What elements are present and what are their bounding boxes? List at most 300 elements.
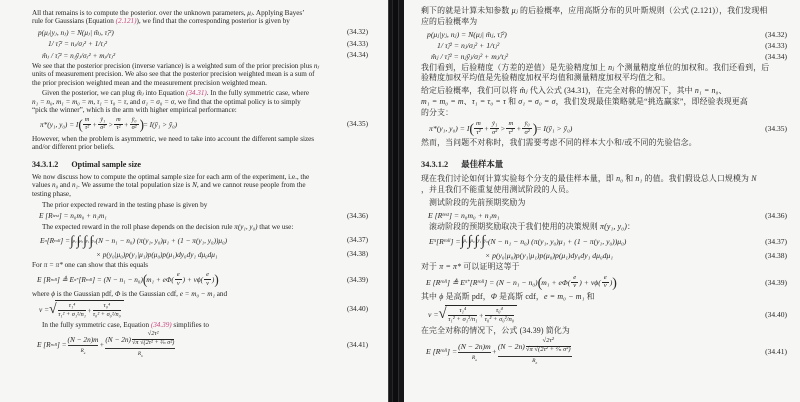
text-run: ,	[93, 97, 97, 106]
equation-number: (34.36)	[765, 210, 787, 220]
text-run: into Equation	[143, 89, 186, 98]
text-line	[32, 89, 368, 97]
text-line	[421, 86, 787, 97]
math-run: m₁ = m₀ = m	[56, 97, 94, 106]
math-run: × p(y₀|μ₀)p(y₁|μ₁)p(μ₀)p(μ₁)dy₀dy₁ dμ₀dμ₁	[96, 249, 218, 259]
paragraph	[421, 63, 787, 85]
fraction-numerator: τ₁⁴	[448, 308, 477, 316]
fraction	[204, 272, 211, 287]
fraction-denominator: τ²	[84, 124, 90, 132]
radical-sign: √	[438, 305, 447, 322]
paragraph	[32, 173, 368, 198]
text-line	[32, 70, 368, 78]
text-run: 、	[718, 86, 727, 96]
math-run: = I(ȳ₁ > ȳ₀)	[142, 119, 178, 129]
fraction-numerator: ȳ₀	[130, 117, 139, 125]
paragraph	[421, 174, 787, 196]
text-run: values	[32, 181, 53, 190]
text-run: In the fully symmetric case, Equation	[42, 320, 151, 329]
math-run: τ₁ = τ₀ = τ	[471, 96, 506, 106]
fraction-denominator: τ₀² + σ₀²/n₀	[484, 315, 515, 323]
math-run: n₁	[71, 181, 79, 190]
paragraph	[421, 86, 787, 118]
math-run: (N − 2n)	[497, 341, 525, 351]
paragraph	[421, 326, 787, 337]
math-run: E	[429, 237, 434, 247]
fraction-numerator: τ₀⁴	[485, 308, 514, 316]
math-run: N	[751, 174, 757, 184]
equation-row	[421, 121, 787, 137]
text-line	[421, 326, 787, 337]
text-line	[32, 321, 368, 329]
text-run: ), we find that the corresponding posterior is given by	[136, 16, 290, 25]
integral-subscript: y₁	[477, 239, 482, 245]
text-line	[32, 181, 368, 189]
integral-subscript: μ₀	[470, 239, 475, 245]
equation-number: (34.37)	[765, 237, 787, 247]
text-run: 测试阶段的先前预期奖励为	[429, 197, 526, 207]
math-run: ) + vϕ(	[579, 277, 601, 287]
math-run: π(y₁, y₀)	[234, 222, 258, 231]
math-run: >	[108, 119, 114, 129]
math-run: m̂ⱼ / τ̂ⱼ² = nⱼȳⱼ/σⱼ² + mⱼ/τⱼ²	[42, 50, 116, 60]
text-line	[32, 98, 368, 106]
text-run: 给定后验概率，我们可以将	[421, 86, 520, 96]
integral-sign: ∫	[76, 232, 81, 248]
math-run: ] ≜ E	[56, 275, 75, 285]
text-run: ，我们发现最佳策略就是“挑选赢家”，即经验表现更高	[555, 96, 748, 106]
math-run: [R	[46, 235, 55, 245]
math-run: e = m₀ − m₁	[543, 292, 585, 302]
fraction	[526, 338, 571, 354]
math-run: >	[500, 124, 506, 134]
text-run: 可以证明这等于	[461, 261, 520, 271]
math-run: (N − n₁ − n₀) (π(y₁, y₀)μ₁ + (1 − π(y₁, y₀))μ₀)	[487, 237, 627, 247]
subscript: π*	[465, 279, 470, 285]
fraction-numerator: m	[83, 117, 92, 125]
integral-subscript: μ₁	[72, 237, 77, 243]
fraction	[602, 275, 609, 291]
fraction-numerator: m	[474, 121, 483, 129]
math-run: +	[123, 119, 129, 129]
text-line	[421, 262, 787, 273]
text-run: 是高斯 pdf，	[443, 292, 491, 302]
integral-subscript: μ₁	[463, 239, 468, 245]
big-delimiter: (	[78, 116, 82, 132]
fraction-denominator: σ²	[524, 128, 530, 136]
text-run: 代入公式 (34.31)，在完全对称的情况下，其中	[527, 86, 695, 96]
underbrace-label: $R_a$	[80, 347, 86, 355]
big-delimiter: (	[469, 120, 474, 136]
text-run: 应的后验概率为	[421, 16, 478, 26]
big-delimiter: )	[139, 116, 143, 132]
equation-body	[39, 300, 124, 318]
math-run: n₀	[52, 181, 59, 190]
fraction	[83, 117, 92, 132]
math-run: E	[40, 235, 45, 245]
fraction-denominator: τ²	[508, 128, 514, 136]
subscript: roll	[440, 349, 448, 355]
text-run: 在完全对称的情况下，公式 (34.39) 简化为	[421, 325, 570, 335]
subscript: roll	[54, 237, 61, 243]
text-run: However, when the problem is asymmetric, we need to take into account the different sample sizes	[32, 134, 315, 143]
math-run: )	[609, 277, 613, 287]
fraction-numerator: ȳ₀	[522, 121, 531, 129]
math-run: σ₁ = σ₀ = σ	[141, 97, 175, 106]
math-run: v =	[39, 304, 49, 314]
text-line	[421, 185, 787, 196]
text-run: All that remains is to compute the posterior. over the unknown parameters,	[32, 8, 248, 17]
underbrace-group	[105, 331, 175, 357]
text-line	[421, 73, 787, 84]
math-run: (N − 2n)	[105, 334, 131, 344]
equation-body	[40, 117, 177, 132]
math-run: ] =	[56, 340, 67, 350]
text-run: rule for Gaussians (Equation	[32, 16, 116, 25]
integral-subscript: μ₀	[79, 237, 84, 243]
math-run: σ₁ = σ₀ = σ	[518, 96, 556, 106]
underbrace-label: $R_b$	[532, 358, 538, 366]
math-run: ] =	[447, 347, 458, 357]
equation-body	[37, 331, 176, 357]
math-run: E [R	[39, 211, 53, 221]
math-run: π*(y₁, y₀) = I	[40, 119, 79, 129]
section-title: Optimal sample size	[71, 160, 142, 170]
equation-number: (34.41)	[347, 340, 368, 349]
math-run: ] = n₀m₀ + n₁m₁	[448, 210, 500, 220]
math-run: n₁ = n₀	[32, 97, 53, 106]
equation-row	[32, 51, 368, 60]
equation-number: (34.32)	[347, 28, 368, 37]
equation-body	[428, 305, 517, 323]
underbrace-group	[498, 338, 572, 365]
equation-body	[427, 30, 507, 39]
big-delimiter: )	[532, 120, 537, 136]
fraction	[448, 308, 477, 324]
equation-row	[32, 28, 368, 37]
text-run: ，并且我们不能重复使用测试阶段的人员。	[421, 185, 574, 195]
math-run: [R	[436, 237, 444, 247]
math-run: +	[86, 306, 92, 316]
integral-sign: ∫	[474, 233, 479, 250]
fraction	[474, 121, 483, 137]
text-run: . Applying Bayes’	[252, 8, 305, 17]
integral-subscript: y₀	[484, 239, 488, 245]
fraction	[506, 121, 515, 137]
text-line	[32, 261, 368, 269]
subscript: test	[442, 212, 449, 218]
math-run: π = π*	[439, 261, 462, 271]
text-run: 、	[463, 96, 472, 106]
math-run: ϕ	[51, 289, 55, 298]
subscript: roll	[440, 279, 448, 285]
fraction-numerator: m	[114, 117, 123, 125]
text-run: that we use:	[257, 222, 294, 231]
underbrace-group	[68, 335, 99, 355]
equation-row	[32, 211, 368, 220]
math-run: n₀	[616, 174, 624, 184]
section-heading	[32, 160, 368, 169]
equation-body	[429, 234, 626, 248]
equation-body	[48, 39, 107, 48]
text-run: We see that the posterior precision (inverse variance) is a weighted sum of the prior precision plus	[32, 62, 314, 71]
math-run: 1/ τ̂ⱼ² = nⱼ/σⱼ² + 1/τⱼ²	[437, 40, 500, 50]
fraction-denominator: τ₁² + σ₁²/n₁	[58, 310, 86, 318]
big-delimiter: (	[537, 274, 542, 290]
text-line	[32, 190, 368, 198]
text-line	[32, 290, 368, 298]
text-run: testing phase,	[32, 189, 71, 198]
math-run: +	[516, 124, 522, 134]
text-line	[32, 201, 368, 209]
text-line	[421, 138, 787, 149]
text-line	[421, 97, 787, 108]
fraction-denominator: v	[206, 279, 209, 287]
paragraph	[32, 135, 368, 152]
big-delimiter: )	[612, 274, 616, 290]
equation-body	[485, 251, 613, 260]
math-run: 1/ τ̂ⱼ² = nⱼ/σⱼ² + 1/τⱼ²	[48, 39, 108, 49]
square-root	[439, 305, 518, 323]
math-run: E [R	[426, 277, 441, 287]
subscript: π*	[74, 277, 79, 283]
text-run: . We assume the total population size is	[78, 181, 193, 190]
fraction	[522, 121, 531, 137]
integral-subscript: y₁	[85, 237, 90, 243]
fraction-denominator: τ₀² + σ₀²/n₀	[92, 310, 121, 318]
equation-row	[32, 300, 368, 318]
text-run: The expected reward in the roll phase depends on the decision rule	[42, 222, 235, 231]
equation-row	[32, 39, 368, 48]
math-run: m̂ⱼ	[519, 86, 528, 96]
math-run: (N − 2n)m	[67, 334, 99, 344]
subscript: roll	[443, 239, 451, 245]
math-run: +	[483, 124, 490, 134]
math-run: ϕ	[439, 292, 444, 302]
equation-number: (34.35)	[765, 124, 787, 134]
fraction	[58, 303, 86, 318]
cross-reference-link[interactable]: (34.39)	[150, 320, 172, 329]
paragraph	[32, 9, 368, 26]
text-line	[421, 292, 787, 303]
math-run: m₁ + eΦ(	[146, 275, 174, 285]
math-run: ] ≜ E	[447, 277, 466, 287]
math-run: × p(y₀|μ₀)p(y₁|μ₁)p(μ₀)p(μ₁)dy₀dy₁ dμ₀dμ₁	[485, 250, 614, 260]
section-number: 34.3.1.2	[421, 160, 449, 170]
section-heading	[421, 158, 787, 170]
math-run: p(μⱼ|yⱼ, nⱼ) = N(μⱼ| m̂ⱼ, τ̂ⱼ²)	[38, 27, 114, 37]
math-run: v =	[428, 309, 439, 319]
equation-row	[421, 52, 787, 61]
equation-row	[421, 305, 787, 323]
math-run: nⱼ	[313, 62, 320, 71]
text-line	[32, 17, 368, 25]
math-run: (N − 2n)m	[458, 341, 491, 351]
text-line	[32, 9, 368, 17]
math-run: (N − n₁ − n₀) (π(y₁, y₀)μ₁ + (1 − π(y₁, y₀))μ₀)	[95, 235, 228, 245]
subscript: roll	[85, 277, 93, 283]
equation-row	[421, 211, 787, 220]
equation-body	[437, 41, 499, 50]
equation-number: (34.39)	[765, 277, 787, 287]
cross-reference-link[interactable]: (2.121)	[115, 16, 137, 25]
underbrace-content	[498, 338, 572, 356]
text-run: “pick the winner”, which is the arm with higher empirical performance:	[32, 106, 237, 115]
math-run: E [R	[426, 347, 441, 357]
equation-number: (34.38)	[765, 250, 787, 260]
math-run: n₁ = n₀	[694, 86, 719, 96]
math-run: ] =	[60, 235, 70, 245]
paragraph	[32, 290, 368, 298]
equation-number: (34.33)	[765, 40, 787, 50]
math-run: p(μⱼ|yⱼ, nⱼ) = N(μⱼ| m̂ⱼ, τ̂ⱼ²)	[427, 29, 507, 39]
equation-number: (34.38)	[347, 250, 368, 259]
equation-row	[32, 250, 368, 259]
fraction-numerator: τ₀⁴	[93, 303, 121, 311]
underbrace-label: $R_b$	[137, 350, 143, 358]
equation-row	[421, 30, 787, 39]
equation-body	[431, 52, 508, 61]
paragraph	[421, 262, 787, 273]
equation-number: (34.34)	[765, 51, 787, 61]
radicand	[445, 305, 517, 323]
integral-sign: ∫	[89, 232, 94, 248]
equation-row	[421, 275, 787, 291]
fraction-denominator: √π √(2τ² + ²⁄ₙ σ²)	[525, 346, 571, 354]
fraction-denominator: τ²	[116, 124, 121, 132]
text-line	[421, 174, 787, 185]
equation-number: (34.39)	[347, 275, 368, 284]
math-run: E [R	[37, 275, 51, 285]
math-run: m₁ + eΦ(	[541, 277, 571, 287]
equation-number: (34.40)	[347, 305, 368, 314]
subscript: π	[433, 239, 437, 245]
math-run: E [R	[37, 340, 51, 350]
fraction-numerator: e	[204, 272, 211, 280]
subscript: test	[52, 213, 59, 219]
fraction-numerator: √2τ²	[132, 331, 174, 339]
text-run: The prior expected reward in the testing phase is given by	[42, 200, 208, 209]
text-run: 验精度加权平均值是先验精度加权平均值和测量精度加权平均值之和。	[421, 73, 671, 83]
underbrace-label: $R_a$	[471, 354, 477, 362]
fraction-numerator: ȳ₁	[98, 117, 107, 125]
fraction-denominator: τ²	[476, 128, 481, 136]
integral-subscript: y₀	[92, 237, 96, 243]
math-run: π*(y₁, y₀) = I	[429, 124, 470, 134]
math-run: μⱼ	[511, 6, 518, 15]
equation-number: (34.35)	[347, 120, 368, 129]
section-number: 34.3.1.2	[32, 160, 59, 170]
math-run: Φ	[114, 289, 121, 298]
integral-sign: ∫	[70, 232, 74, 248]
text-run: 我们看到，后验精度（方差的逆值）是先验精度加上	[421, 62, 609, 72]
math-run: [R	[469, 277, 478, 287]
paragraph	[32, 201, 368, 209]
fraction-denominator: √π √(2τ² + ²⁄ₙ σ²)	[131, 339, 175, 346]
equation-body	[428, 211, 499, 220]
big-delimiter: (	[142, 271, 147, 287]
fraction-denominator: σ²	[492, 128, 498, 136]
text-run: 的值。我们假设总人口规模为	[642, 174, 752, 184]
math-run: π(y₁, y₀)	[599, 221, 627, 231]
math-run: ] =	[450, 237, 461, 247]
text-run: is the Gaussian cdf,	[120, 289, 180, 298]
equation-row	[32, 234, 368, 248]
paragraph	[32, 261, 368, 269]
text-run: , we find that the optimal policy is to simply	[174, 97, 301, 106]
math-run: ] = (N − n₁ − n₀)	[92, 275, 143, 285]
text-run: 其中	[421, 292, 440, 302]
text-line	[32, 62, 368, 70]
math-run: ] = n₀m₀ + n₁m₁	[58, 211, 107, 221]
fraction-numerator: m	[506, 121, 515, 129]
paragraph	[32, 223, 368, 231]
fraction	[485, 308, 514, 324]
text-line	[421, 108, 787, 119]
text-run: 然而，当问题不对称时，我们需要考虑不同的样本大小和/或不同的先验信念。	[421, 138, 697, 148]
text-line	[32, 143, 368, 151]
radical-sign: √	[49, 301, 57, 317]
math-run: e = m₀ − m₁	[179, 289, 215, 298]
fraction	[98, 117, 107, 132]
radicand	[55, 300, 124, 318]
equation-row	[32, 117, 368, 132]
fraction-denominator: v	[176, 279, 180, 287]
equation-body	[39, 211, 107, 220]
fraction	[490, 121, 499, 137]
text-run: one can show that this equals	[62, 261, 149, 270]
text-run: 是高斯 cdf，	[497, 292, 544, 302]
math-run: n₁	[635, 174, 643, 184]
text-run: 和	[505, 96, 519, 106]
text-run: 的分支：	[421, 107, 454, 117]
math-run: μⱼ	[247, 8, 253, 17]
text-run: and	[58, 181, 72, 190]
paragraph	[421, 138, 787, 149]
text-run: , and we cannot reuse people from the	[196, 181, 306, 190]
fraction-denominator: v	[603, 282, 607, 290]
equation-body	[426, 338, 573, 365]
fraction-numerator: e	[175, 272, 182, 280]
text-run: For	[32, 261, 44, 270]
text-run: We now discuss how to compute the optimal sample size for each arm of the experiment, i.e., the	[32, 173, 310, 182]
paragraph	[32, 89, 368, 114]
equation-number: (34.37)	[347, 236, 368, 245]
underbrace-content	[458, 342, 491, 354]
text-line	[32, 79, 368, 87]
integral-sign: ∫	[460, 233, 465, 250]
subscript: roll	[50, 342, 57, 348]
math-run: π = π*	[43, 261, 63, 270]
equation-row	[421, 234, 787, 248]
fraction	[175, 272, 182, 287]
equation-row	[32, 272, 368, 287]
cross-reference-link[interactable]: (34.31)	[185, 89, 207, 98]
subscript: roll	[50, 277, 57, 283]
math-run: N	[192, 181, 197, 190]
text-run: where	[32, 289, 52, 298]
left-page-english	[0, 0, 388, 402]
right-page-chinese	[404, 0, 800, 402]
math-run: m₁ = m₀ = m	[421, 96, 464, 106]
equation-number: (34.41)	[765, 347, 787, 357]
fraction-numerator: √2τ²	[526, 338, 571, 346]
text-run: 剩下的就是计算未知参数	[421, 6, 512, 15]
text-run: 的后验概率，应用高斯分布的贝叶斯规则（公式 (2.121)），我们发现相	[517, 6, 768, 15]
paragraph	[32, 321, 368, 329]
equation-row	[421, 338, 787, 365]
fraction-numerator: τ₁⁴	[58, 303, 86, 311]
